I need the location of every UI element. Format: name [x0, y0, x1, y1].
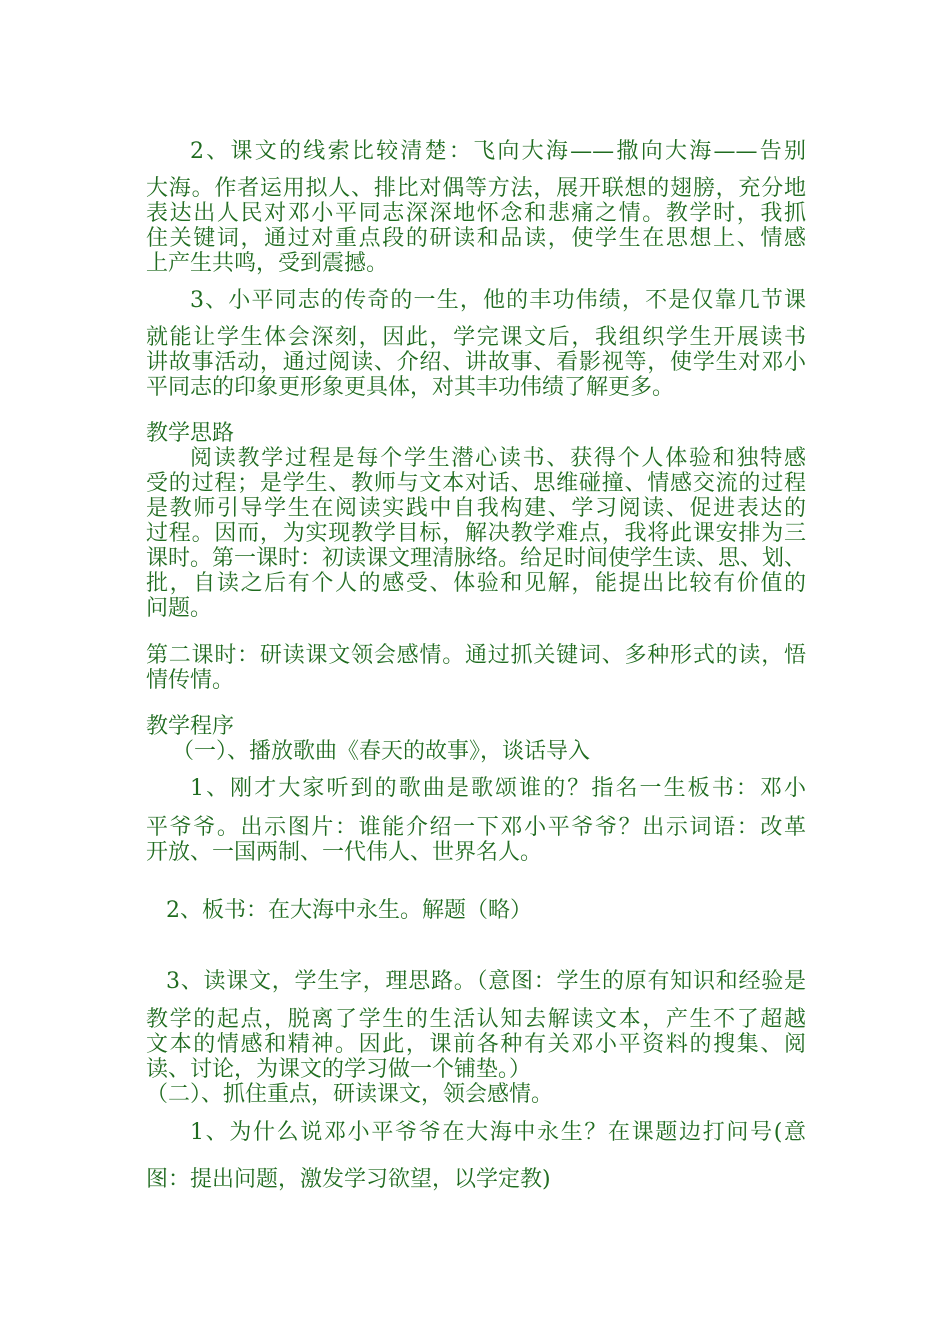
paragraph-line: 表达出人民对邓小平同志深深地怀念和悲痛之情。教学时，我抓 — [146, 201, 806, 226]
paragraph-line: 1、为什么说邓小平爷爷在大海中永生？在课题边打问号(意 — [190, 1120, 806, 1145]
paragraph-line: 批，自读之后有个人的感受、体验和见解，能提出比较有价值的 — [146, 571, 806, 596]
paragraph-line: 教学的起点，脱离了学生的生活认知去解读文本，产生不了超越 — [146, 1007, 806, 1032]
paragraph-line: 阅读教学过程是每个学生潜心读书、获得个人体验和独特感 — [190, 446, 806, 471]
paragraph-line: 就能让学生体会深刻，因此，学完课文后，我组织学生开展读书 — [146, 325, 806, 350]
paragraph-line: 读、讨论，为课文的学习做一个铺垫。） — [146, 1057, 532, 1082]
paragraph-line: 3、小平同志的传奇的一生，他的丰功伟绩，不是仅靠几节课 — [190, 288, 806, 313]
subsection-heading: （一）、播放歌曲《春天的故事》，谈话导入 — [172, 739, 591, 764]
paragraph-line: 平爷爷。出示图片：谁能介绍一下邓小平爷爷？出示词语：改革 — [146, 815, 806, 840]
paragraph-line: 上产生共鸣，受到震撼。 — [146, 251, 389, 276]
paragraph-line: 问题。 — [146, 596, 213, 621]
paragraph-line: 开放、一国两制、一代伟人、世界名人。 — [146, 840, 543, 865]
section-heading: 教学程序 — [146, 714, 235, 739]
paragraph-line: 图：提出问题，激发学习欲望，以学定教) — [146, 1167, 551, 1192]
paragraph-line: 过程。因而，为实现教学目标，解决教学难点，我将此课安排为三 — [146, 521, 806, 546]
paragraph-line: 2、板书：在大海中永生。解题（略） — [166, 898, 532, 923]
paragraph-line: 受的过程；是学生、教师与文本对话、思维碰撞、情感交流的过程 — [146, 471, 806, 496]
paragraph-line: 文本的情感和精神。因此，课前各种有关邓小平资料的搜集、阅 — [146, 1032, 806, 1057]
paragraph-line: 情传情。 — [146, 668, 235, 693]
paragraph-line: 大海。作者运用拟人、排比对偶等方法，展开联想的翅膀，充分地 — [146, 176, 806, 201]
paragraph-line: 课时。第一课时：初读课文理清脉络。给足时间使学生读、思、划、 — [146, 546, 807, 571]
subsection-heading: （二）、抓住重点，研读课文，领会感情。 — [146, 1082, 554, 1107]
section-heading: 教学思路 — [146, 421, 235, 446]
paragraph-line: 平同志的印象更形象更具体，对其丰功伟绩了解更多。 — [146, 375, 675, 400]
paragraph-line: 讲故事活动，通过阅读、介绍、讲故事、看影视等，使学生对邓小 — [146, 350, 806, 375]
paragraph-line: 住关键词，通过对重点段的研读和品读，使学生在思想上、情感 — [146, 226, 806, 251]
paragraph-line: 1、刚才大家听到的歌曲是歌颂谁的？指名一生板书：邓小 — [190, 776, 806, 801]
paragraph-line: 3、读课文，学生字，理思路。（意图：学生的原有知识和经验是 — [166, 969, 806, 994]
paragraph-line: 是教师引导学生在阅读实践中自我构建、学习阅读、促进表达的 — [146, 496, 806, 521]
paragraph-line: 2、课文的线索比较清楚：飞向大海——撒向大海——告别 — [190, 139, 806, 164]
paragraph-line: 第二课时：研读课文领会感情。通过抓关键词、多种形式的读，悟 — [146, 643, 806, 668]
